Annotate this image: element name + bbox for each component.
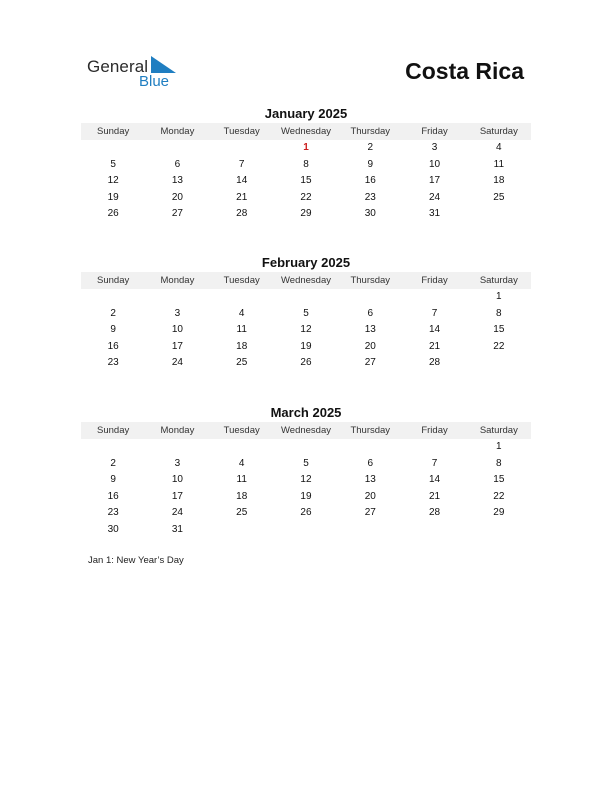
- weekday-label: Sunday: [97, 425, 130, 436]
- weekday-label: Sunday: [97, 126, 130, 137]
- month-title: March 2025: [270, 405, 342, 420]
- empty-day-cell: [81, 140, 145, 157]
- day-cell: 14: [236, 175, 248, 187]
- day-cell: 2: [367, 142, 374, 153]
- empty-day-cell: [467, 522, 531, 539]
- day-cell: 10: [171, 324, 183, 336]
- logo-text-general: General: [87, 57, 149, 76]
- weekday-header-row: [81, 123, 531, 140]
- day-cell: 27: [364, 507, 376, 519]
- empty-day-cell: [467, 355, 531, 372]
- week-row: [81, 339, 531, 356]
- country-title: Costa Rica: [405, 58, 524, 84]
- day-cell: 24: [428, 191, 441, 203]
- week-row: [81, 522, 531, 539]
- day-cell: 15: [493, 474, 505, 486]
- empty-day-cell: [274, 289, 338, 306]
- weekday-label: Thursday: [350, 275, 391, 286]
- day-cell: 21: [428, 490, 441, 502]
- day-cell: 30: [364, 208, 376, 220]
- day-cell: 24: [171, 357, 183, 369]
- weekday-label: Tuesday: [223, 126, 260, 137]
- weekday-label: Saturday: [479, 275, 518, 286]
- week-row: [81, 355, 531, 372]
- day-cell: 3: [174, 307, 181, 319]
- weekday-label: Monday: [160, 126, 195, 137]
- day-cell: 18: [493, 175, 505, 187]
- day-cell: 28: [236, 208, 248, 220]
- empty-day-cell: [402, 439, 466, 456]
- month-february: [81, 254, 531, 372]
- day-cell: 17: [428, 175, 441, 187]
- day-cell: 21: [236, 191, 248, 203]
- day-cell: 26: [300, 507, 312, 519]
- day-cell: 31: [428, 208, 441, 220]
- empty-day-cell: [81, 439, 145, 456]
- day-cell: 11: [236, 474, 247, 486]
- empty-day-cell: [145, 439, 209, 456]
- empty-day-cell: [210, 439, 274, 456]
- day-cell: 12: [300, 474, 312, 486]
- weekday-label: Sunday: [97, 275, 130, 286]
- empty-day-cell: [338, 522, 402, 539]
- day-cell: 25: [236, 357, 248, 369]
- day-cell: 17: [171, 490, 183, 502]
- week-row: [81, 289, 531, 306]
- day-cell: 8: [496, 307, 502, 319]
- day-cell: 8: [496, 457, 502, 469]
- month-title: February 2025: [261, 255, 351, 270]
- day-cell: 20: [364, 340, 376, 352]
- day-cell: 25: [493, 191, 505, 203]
- week-row: [81, 157, 531, 174]
- week-row: [81, 206, 531, 223]
- day-cell: 26: [107, 208, 119, 220]
- day-cell: 4: [496, 142, 502, 153]
- holiday-notes: [88, 555, 184, 566]
- day-cell: 10: [428, 158, 441, 170]
- day-cell: 15: [300, 175, 312, 187]
- day-cell: 20: [364, 490, 376, 502]
- day-cell: 25: [236, 507, 248, 519]
- empty-day-cell: [210, 289, 274, 306]
- week-row: [81, 489, 531, 506]
- day-cell: 30: [107, 523, 119, 535]
- weekday-label: Monday: [160, 275, 195, 286]
- weekday-label: Monday: [160, 425, 195, 436]
- day-cell: 3: [431, 142, 438, 153]
- weekday-label: Friday: [421, 425, 448, 436]
- month-march: [81, 404, 531, 539]
- weekday-label: Thursday: [350, 425, 391, 436]
- day-cell: 14: [428, 324, 441, 336]
- day-cell: 22: [300, 191, 312, 203]
- day-cell: 20: [171, 191, 183, 203]
- day-cell: 9: [110, 324, 116, 336]
- day-cell: 7: [431, 457, 438, 469]
- day-cell: 13: [364, 324, 376, 336]
- empty-day-cell: [402, 289, 466, 306]
- logo-text-blue: Blue: [139, 73, 170, 90]
- day-cell: 28: [428, 357, 441, 369]
- week-row: [81, 173, 531, 190]
- month-title: January 2025: [264, 106, 348, 121]
- weekday-label: Wednesday: [280, 275, 331, 286]
- day-cell: 21: [428, 340, 441, 352]
- weekday-label: Wednesday: [280, 425, 331, 436]
- day-cell: 26: [300, 357, 312, 369]
- day-cell: 17: [171, 340, 183, 352]
- day-cell: 29: [493, 507, 505, 519]
- week-row: [81, 456, 531, 473]
- week-row: [81, 439, 531, 456]
- day-cell: 23: [107, 507, 119, 519]
- empty-day-cell: [145, 140, 209, 157]
- brand-logo: [87, 54, 187, 94]
- day-cell: 2: [110, 457, 116, 469]
- day-cell: 24: [171, 507, 183, 519]
- day-cell: 5: [303, 457, 309, 469]
- day-cell: 16: [107, 490, 119, 502]
- day-cell: 11: [236, 324, 247, 336]
- day-cell: 1: [303, 142, 309, 153]
- day-cell: 19: [300, 490, 312, 502]
- weekday-header-row: [81, 422, 531, 439]
- empty-day-cell: [338, 289, 402, 306]
- day-cell: 22: [493, 340, 505, 352]
- week-row: [81, 322, 531, 339]
- day-cell: 19: [107, 191, 119, 203]
- week-row: [81, 472, 531, 489]
- weekday-label: Thursday: [350, 126, 391, 137]
- day-cell: 7: [238, 158, 245, 170]
- day-cell: 7: [431, 307, 438, 319]
- empty-day-cell: [467, 206, 531, 223]
- weekday-label: Tuesday: [223, 275, 260, 286]
- weekday-label: Tuesday: [223, 425, 260, 436]
- day-cell: 31: [171, 523, 183, 535]
- day-cell: 4: [238, 457, 245, 469]
- day-cell: 15: [493, 324, 505, 336]
- empty-day-cell: [81, 289, 145, 306]
- day-cell: 23: [107, 357, 119, 369]
- weekday-label: Saturday: [479, 425, 518, 436]
- day-cell: 14: [428, 474, 441, 486]
- empty-day-cell: [274, 439, 338, 456]
- weekday-label: Saturday: [479, 126, 518, 137]
- weekday-label: Wednesday: [280, 126, 331, 137]
- day-cell: 1: [496, 291, 502, 302]
- day-cell: 4: [238, 307, 245, 319]
- day-cell: 10: [171, 474, 183, 486]
- day-cell: 3: [174, 457, 181, 469]
- day-cell: 16: [107, 340, 119, 352]
- day-cell: 13: [171, 175, 183, 187]
- logo-triangle-icon: [151, 56, 177, 74]
- day-cell: 18: [236, 340, 248, 352]
- day-cell: 9: [367, 158, 374, 170]
- empty-day-cell: [145, 289, 209, 306]
- empty-day-cell: [402, 522, 466, 539]
- day-cell: 29: [300, 208, 312, 220]
- day-cell: 5: [303, 307, 309, 319]
- day-cell: 18: [236, 490, 248, 502]
- day-cell: 22: [493, 490, 505, 502]
- day-cell: 6: [367, 457, 374, 469]
- day-cell: 23: [364, 191, 376, 203]
- day-cell: 28: [428, 507, 441, 519]
- day-cell: 16: [364, 175, 376, 187]
- week-row: [81, 505, 531, 522]
- week-row: [81, 190, 531, 207]
- day-cell: 19: [300, 340, 312, 352]
- empty-day-cell: [210, 140, 274, 157]
- week-row: [81, 140, 531, 157]
- empty-day-cell: [338, 439, 402, 456]
- empty-day-cell: [274, 522, 338, 539]
- day-cell: 5: [110, 158, 116, 170]
- weekday-header-row: [81, 272, 531, 289]
- day-cell: 8: [303, 158, 309, 170]
- day-cell: 6: [367, 307, 374, 319]
- day-cell: 12: [300, 324, 312, 336]
- day-cell: 9: [110, 474, 116, 486]
- day-cell: 11: [493, 158, 505, 170]
- day-cell: 27: [364, 357, 376, 369]
- month-january: [81, 105, 531, 223]
- empty-day-cell: [210, 522, 274, 539]
- holiday-note: Jan 1: New Year’s Day: [88, 555, 184, 566]
- weekday-label: Friday: [421, 126, 448, 137]
- day-cell: 27: [171, 208, 183, 220]
- day-cell: 1: [496, 441, 502, 452]
- day-cell: 2: [110, 307, 116, 319]
- weekday-label: Friday: [421, 275, 448, 286]
- day-cell: 12: [107, 175, 119, 187]
- day-cell: 6: [174, 158, 181, 170]
- week-row: [81, 306, 531, 323]
- day-cell: 13: [364, 474, 376, 486]
